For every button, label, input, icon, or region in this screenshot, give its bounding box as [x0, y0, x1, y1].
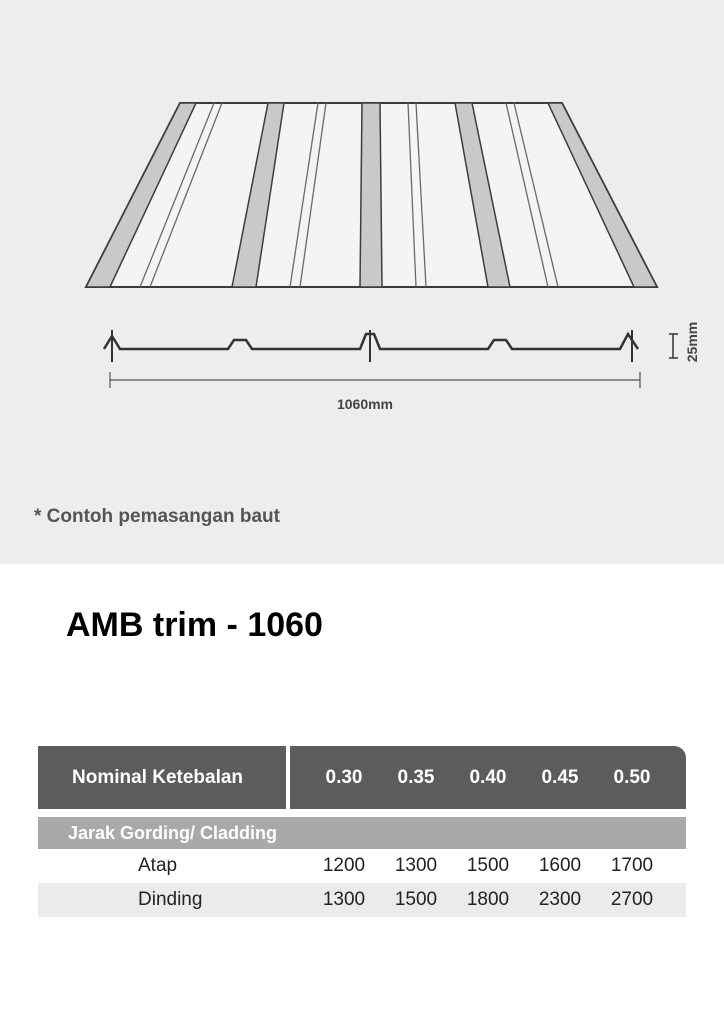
- row-value: 1500: [394, 889, 438, 910]
- height-label: 25mm: [684, 321, 700, 363]
- table-row: [38, 883, 686, 917]
- row-value: 1800: [466, 889, 510, 910]
- row-label: Dinding: [138, 889, 203, 910]
- row-value: 1200: [322, 855, 366, 876]
- thickness-values: [290, 746, 686, 809]
- thickness-header-label: Nominal Ketebalan: [38, 746, 290, 809]
- product-title: AMB trim - 1060: [66, 606, 323, 644]
- spec-header-row: [38, 746, 686, 809]
- row-value: 1600: [538, 855, 582, 876]
- height-dimension: [669, 334, 678, 358]
- row-value: 2700: [610, 889, 654, 910]
- width-label: 1060mm: [336, 396, 394, 412]
- thickness-value: 0.50: [613, 766, 651, 788]
- section-label: Jarak Gording/ Cladding: [38, 817, 686, 849]
- row-value: 1300: [322, 889, 366, 910]
- row-value: 1300: [394, 855, 438, 876]
- thickness-value: 0.35: [397, 766, 435, 788]
- table-row: [38, 849, 686, 883]
- row-value: 1500: [466, 855, 510, 876]
- row-value: 2300: [538, 889, 582, 910]
- row-value: 1700: [610, 855, 654, 876]
- thickness-value: 0.40: [469, 766, 507, 788]
- bolt-note: * Contoh pemasangan baut: [34, 506, 280, 527]
- thickness-value: 0.30: [325, 766, 363, 788]
- thickness-value: 0.45: [541, 766, 579, 788]
- width-dimension: [110, 372, 640, 388]
- row-label: Atap: [138, 855, 178, 876]
- spec-table: [38, 746, 686, 917]
